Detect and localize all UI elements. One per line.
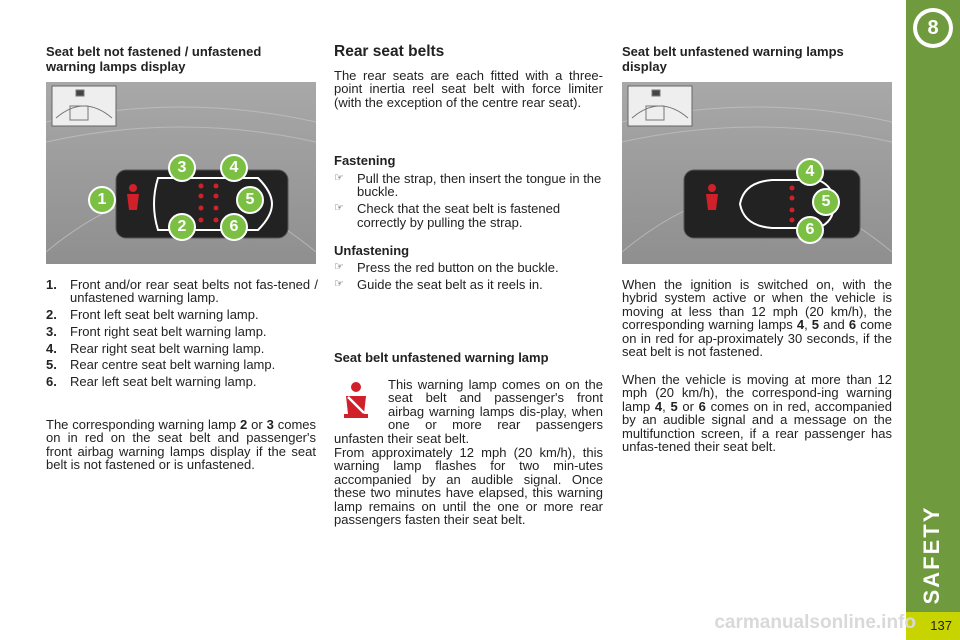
unfastening-heading: Unfastening bbox=[334, 243, 410, 258]
intro-paragraph: The rear seats are each fitted with a three-point inertia reel seat belt with force limiter (with the exception of the centre rear seat). bbox=[334, 68, 603, 110]
list-item: 3. Front right seat belt warning lamp. bbox=[46, 323, 267, 339]
callout-2: 2 bbox=[168, 213, 196, 241]
lamp-paragraph-2: From approximately 12 mph (20 km/h), this warning lamp flashes for two min-utes accompanied by an audible signal. Once these two minutes have elapsed, this warning lamp remains on until the one or more rear passengers fasten their seat belt. bbox=[334, 445, 603, 528]
callout-5: 5 bbox=[812, 188, 840, 216]
chapter-number: 8 bbox=[917, 12, 949, 44]
callout-4: 4 bbox=[220, 154, 248, 182]
dashboard-illustration bbox=[622, 82, 892, 264]
left-heading: Seat belt not fastened / unfastened warning lamps display bbox=[46, 44, 262, 74]
callout-6: 6 bbox=[220, 213, 248, 241]
callout-6: 6 bbox=[796, 216, 824, 244]
section-title: Rear seat belts bbox=[334, 43, 445, 60]
list-item: 5. Rear centre seat belt warning lamp. bbox=[46, 357, 276, 373]
right-display-figure bbox=[622, 82, 892, 264]
lamp-paragraph-1: This warning lamp comes on on the seat belt and passenger's front airbag warning lamps dis-play, when one or more rear passengers unfasten their seat belt. bbox=[334, 377, 603, 446]
list-item: ☞ Press the red button on the buckle. bbox=[334, 260, 559, 275]
lamp-heading: Seat belt unfastened warning lamp bbox=[334, 350, 549, 365]
list-item: ☞ Pull the strap, then insert the tongue in the buckle. bbox=[334, 171, 602, 200]
right-paragraph-2: When the vehicle is moving at more than 12 mph (20 km/h), the correspond-ing warning lamp 4, 5 or 6 comes on in red, accompanied by an audible signal and a message on the multifunction screen, if a rear passenger has unfas-tened their seat belt. bbox=[622, 372, 892, 455]
left-paragraph: The corresponding warning lamp 2 or 3 comes on in red on the seat belt and passenger's front airbag warning lamps display if the seat belt is not fastened or is unfastened. bbox=[46, 417, 316, 473]
right-heading: Seat belt unfastened warning lamps display bbox=[622, 44, 844, 74]
page-number: 137 bbox=[930, 618, 952, 633]
chapter-badge bbox=[913, 8, 953, 48]
list-item: ☞ Guide the seat belt as it reels in. bbox=[334, 276, 543, 292]
list-item: 6. Rear left seat belt warning lamp. bbox=[46, 373, 257, 389]
unfastening-list bbox=[334, 261, 603, 295]
watermark: carmanualsonline.info bbox=[714, 612, 916, 633]
callout-3: 3 bbox=[168, 154, 196, 182]
callout-1: 1 bbox=[88, 186, 116, 214]
callout-4: 4 bbox=[796, 158, 824, 186]
right-paragraph-1: When the ignition is switched on, with the hybrid system active or when the vehicle is moving at less than 12 mph (20 km/h), the corresponding warning lamps 4, 5 and 6 come on in red for ap-proximately 30 seconds, if the seat belt is not fastened. bbox=[622, 277, 892, 360]
fastening-heading: Fastening bbox=[334, 153, 396, 168]
chapter-title: SAFETY bbox=[919, 505, 944, 605]
list-item: 1. Front and/or rear seat belts not fas-tened / unfastened warning lamp. bbox=[46, 277, 318, 306]
list-item: ☞ Check that the seat belt is fastened correctly by pulling the strap. bbox=[334, 201, 561, 230]
legend-list bbox=[46, 278, 318, 392]
callout-5: 5 bbox=[236, 186, 264, 214]
fastening-list bbox=[334, 172, 603, 233]
list-item: 2. Front left seat belt warning lamp. bbox=[46, 307, 259, 323]
left-display-figure bbox=[46, 82, 316, 264]
list-item: 4. Rear right seat belt warning lamp. bbox=[46, 340, 265, 356]
